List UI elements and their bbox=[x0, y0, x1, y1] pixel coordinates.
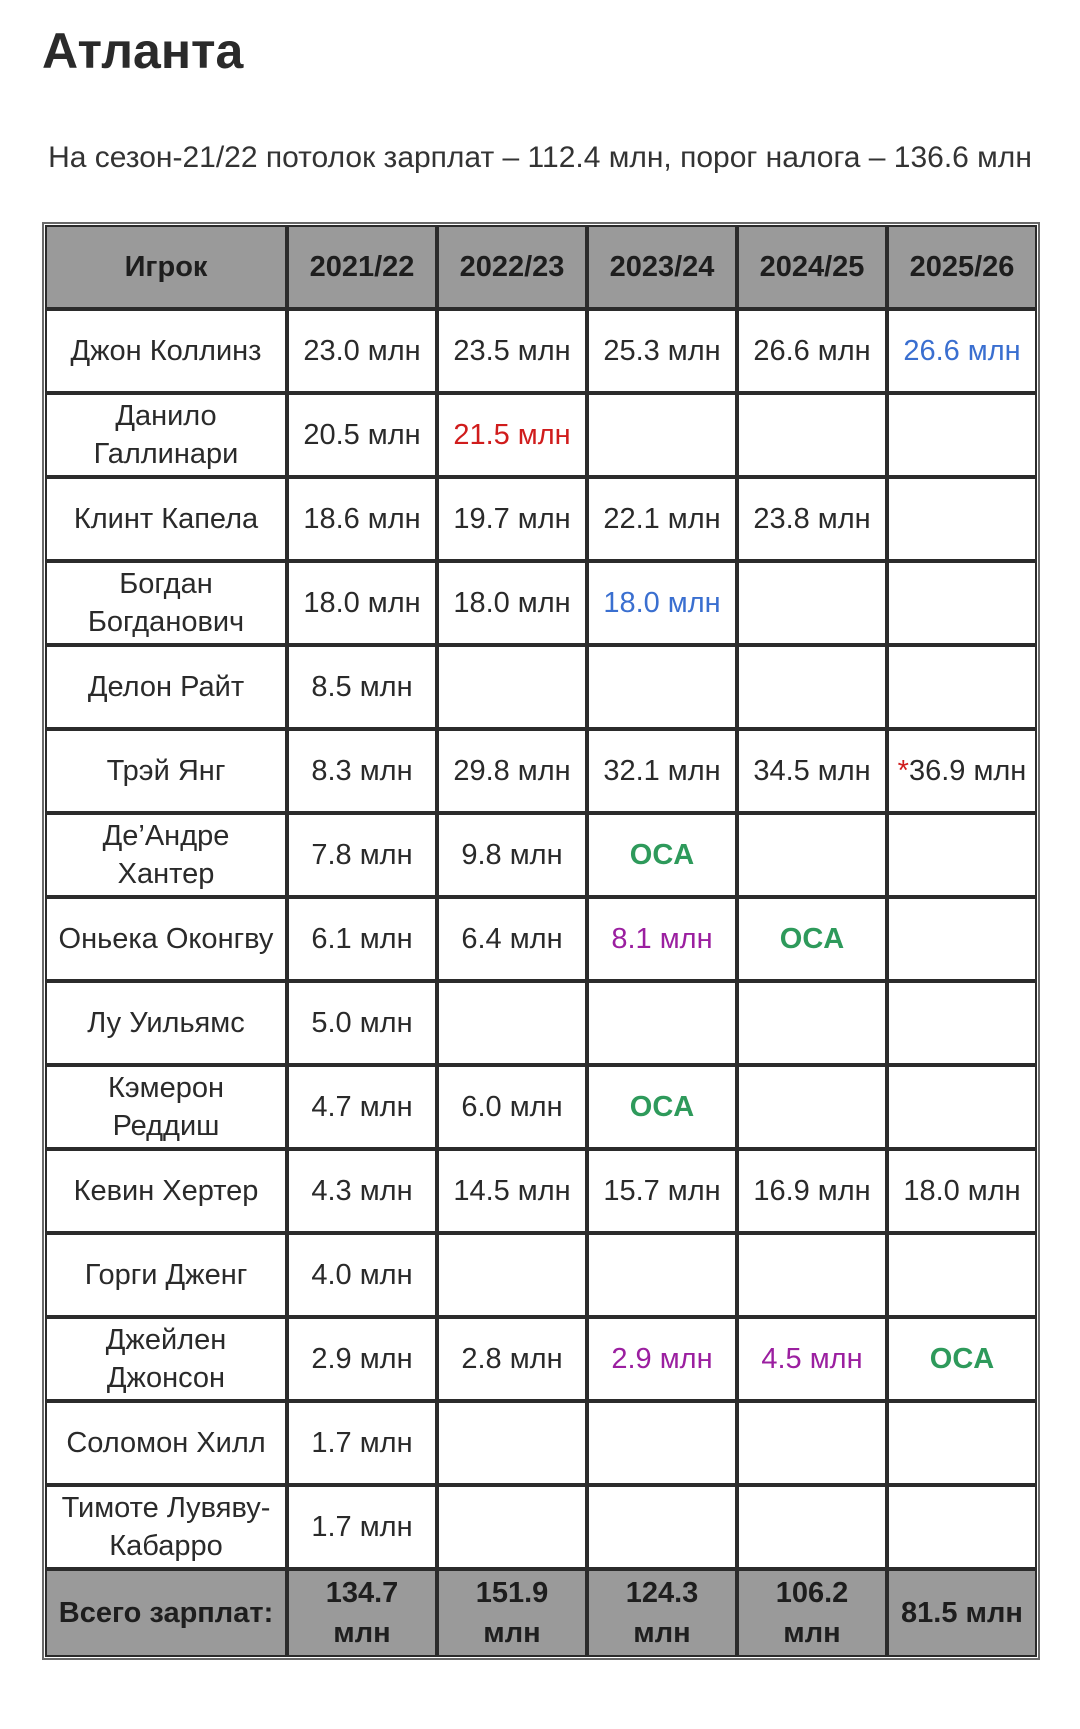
table-row bbox=[45, 729, 1037, 813]
player-name: Клинт Капела bbox=[45, 477, 287, 561]
salary-cell bbox=[437, 561, 587, 645]
salary-value: 29.8 млн bbox=[453, 755, 571, 787]
salary-cell bbox=[287, 561, 437, 645]
salary-cell bbox=[587, 729, 737, 813]
salary-cell bbox=[287, 729, 437, 813]
salary-cell bbox=[587, 1317, 737, 1401]
salary-value: 15.7 млн bbox=[603, 1175, 721, 1207]
salary-cell bbox=[287, 1485, 437, 1569]
salary-value: 14.5 млн bbox=[453, 1175, 571, 1207]
salary-cell bbox=[287, 477, 437, 561]
salary-cell bbox=[887, 729, 1037, 813]
player-name: Кевин Хертер bbox=[45, 1149, 287, 1233]
salary-cell bbox=[887, 1065, 1037, 1149]
table-row bbox=[45, 1317, 1037, 1401]
player-name: Де’Андре Хантер bbox=[45, 813, 287, 897]
totals-label: Всего зарплат: bbox=[45, 1569, 287, 1657]
table-row bbox=[45, 813, 1037, 897]
salary-value: 23.5 млн bbox=[453, 335, 571, 367]
salary-cell bbox=[887, 1317, 1037, 1401]
salary-value: 4.0 млн bbox=[311, 1259, 413, 1291]
salary-value: 18.6 млн bbox=[303, 503, 421, 535]
table-header-row bbox=[45, 225, 1037, 309]
salary-cell bbox=[287, 897, 437, 981]
salary-value: 6.0 млн bbox=[461, 1091, 563, 1123]
table-row bbox=[45, 393, 1037, 477]
column-header-season: 2024/25 bbox=[737, 225, 887, 309]
salary-cell bbox=[737, 1233, 887, 1317]
totals-row bbox=[45, 1569, 1037, 1657]
salary-cell bbox=[587, 393, 737, 477]
salary-cell bbox=[437, 1485, 587, 1569]
salary-cell bbox=[887, 309, 1037, 393]
player-name: Оньека Оконгву bbox=[45, 897, 287, 981]
salary-cell bbox=[887, 1149, 1037, 1233]
salary-cell bbox=[737, 897, 887, 981]
salary-cell bbox=[587, 981, 737, 1065]
salary-value: 8.5 млн bbox=[311, 671, 413, 703]
player-name: Данило Галлинари bbox=[45, 393, 287, 477]
salary-cell bbox=[437, 1317, 587, 1401]
salary-cell bbox=[437, 1149, 587, 1233]
salary-cell bbox=[887, 561, 1037, 645]
salary-value: OCA bbox=[629, 839, 695, 871]
salary-value: 21.5 млн bbox=[453, 419, 571, 451]
salary-value: OCA bbox=[629, 1091, 695, 1123]
salary-value: 1.7 млн bbox=[311, 1511, 413, 1543]
salary-cell bbox=[437, 981, 587, 1065]
salary-value: 4.5 млн bbox=[761, 1343, 863, 1375]
salary-cell bbox=[887, 897, 1037, 981]
asterisk-marker: * bbox=[897, 755, 909, 787]
salary-cell bbox=[287, 393, 437, 477]
salary-cell bbox=[587, 309, 737, 393]
salary-cell bbox=[287, 1317, 437, 1401]
salary-cell bbox=[437, 1233, 587, 1317]
salary-cell bbox=[587, 1485, 737, 1569]
salary-value: 4.3 млн bbox=[311, 1175, 413, 1207]
salary-value: 2.9 млн bbox=[611, 1343, 713, 1375]
salary-value: 23.8 млн bbox=[753, 503, 871, 535]
salary-cell bbox=[287, 1065, 437, 1149]
player-name: Горги Дженг bbox=[45, 1233, 287, 1317]
player-name: Богдан Богданович bbox=[45, 561, 287, 645]
salary-cell bbox=[287, 813, 437, 897]
salary-cell bbox=[587, 477, 737, 561]
salary-cell bbox=[737, 645, 887, 729]
salary-cell bbox=[737, 981, 887, 1065]
salary-cell bbox=[287, 1149, 437, 1233]
column-header-season: 2023/24 bbox=[587, 225, 737, 309]
salary-cell bbox=[437, 309, 587, 393]
salary-value: 5.0 млн bbox=[311, 1007, 413, 1039]
salary-cell bbox=[437, 645, 587, 729]
salary-value: 8.1 млн bbox=[611, 923, 713, 955]
salary-value: 6.1 млн bbox=[311, 923, 413, 955]
salary-value: 2.9 млн bbox=[311, 1343, 413, 1375]
salary-value: 18.0 млн bbox=[303, 587, 421, 619]
salary-value: OCA bbox=[779, 923, 845, 955]
column-header-season: 2025/26 bbox=[887, 225, 1037, 309]
salary-cell bbox=[287, 645, 437, 729]
salary-cell bbox=[737, 1317, 887, 1401]
total-value: 106.2 млн bbox=[737, 1569, 887, 1657]
player-name: Тимоте Лувяву-Кабарро bbox=[45, 1485, 287, 1569]
player-name: Джейлен Джонсон bbox=[45, 1317, 287, 1401]
table-row bbox=[45, 1065, 1037, 1149]
salary-cell bbox=[887, 1233, 1037, 1317]
salary-cell bbox=[587, 645, 737, 729]
table-row bbox=[45, 309, 1037, 393]
salary-cell bbox=[737, 561, 887, 645]
player-name: Лу Уильямс bbox=[45, 981, 287, 1065]
salary-cell bbox=[887, 1485, 1037, 1569]
salary-value: 32.1 млн bbox=[603, 755, 721, 787]
salary-cell bbox=[887, 1401, 1037, 1485]
salary-cell bbox=[437, 393, 587, 477]
salary-value: 36.9 млн bbox=[908, 755, 1027, 787]
salary-value: 1.7 млн bbox=[311, 1427, 413, 1459]
salary-cell bbox=[587, 1233, 737, 1317]
salary-cell bbox=[287, 981, 437, 1065]
salary-value: 18.0 млн bbox=[903, 1175, 1021, 1207]
salary-value: 20.5 млн bbox=[303, 419, 421, 451]
table-row bbox=[45, 981, 1037, 1065]
table-body bbox=[45, 309, 1037, 1569]
salary-value: 18.0 млн bbox=[453, 587, 571, 619]
salary-cell bbox=[737, 1065, 887, 1149]
salary-cell bbox=[737, 1401, 887, 1485]
table-row bbox=[45, 561, 1037, 645]
salary-cell bbox=[887, 981, 1037, 1065]
salary-cell bbox=[587, 1401, 737, 1485]
salary-value: 4.7 млн bbox=[311, 1091, 413, 1123]
column-header-season: 2022/23 bbox=[437, 225, 587, 309]
salary-cell bbox=[587, 1065, 737, 1149]
page-title: Атланта bbox=[42, 23, 244, 79]
salary-table bbox=[42, 222, 1040, 1660]
salary-cell bbox=[737, 393, 887, 477]
salary-cell bbox=[437, 477, 587, 561]
salary-value: 16.9 млн bbox=[753, 1175, 871, 1207]
salary-cell bbox=[587, 561, 737, 645]
salary-value: 34.5 млн bbox=[753, 755, 871, 787]
salary-cell bbox=[737, 1485, 887, 1569]
table-row bbox=[45, 477, 1037, 561]
total-value: 151.9 млн bbox=[437, 1569, 587, 1657]
salary-value: 26.6 млн bbox=[903, 335, 1021, 367]
table-row bbox=[45, 897, 1037, 981]
salary-value: 19.7 млн bbox=[453, 503, 571, 535]
salary-cell bbox=[737, 477, 887, 561]
salary-cell bbox=[737, 1149, 887, 1233]
salary-value: 9.8 млн bbox=[461, 839, 563, 871]
player-name: Соломон Хилл bbox=[45, 1401, 287, 1485]
salary-value: 18.0 млн bbox=[603, 587, 721, 619]
salary-cell bbox=[587, 897, 737, 981]
salary-cell bbox=[437, 813, 587, 897]
salary-cell bbox=[887, 477, 1037, 561]
salary-cell bbox=[737, 309, 887, 393]
table-row bbox=[45, 1401, 1037, 1485]
salary-value: 7.8 млн bbox=[311, 839, 413, 871]
salary-value: 25.3 млн bbox=[603, 335, 721, 367]
salary-value: OCA bbox=[929, 1343, 995, 1375]
salary-cell bbox=[887, 813, 1037, 897]
table-row bbox=[45, 1233, 1037, 1317]
salary-cell bbox=[287, 1233, 437, 1317]
salary-cell bbox=[437, 729, 587, 813]
table-row bbox=[45, 645, 1037, 729]
salary-cell bbox=[437, 1065, 587, 1149]
salary-cell bbox=[587, 1149, 737, 1233]
salary-cell bbox=[587, 813, 737, 897]
salary-value: 26.6 млн bbox=[753, 335, 871, 367]
table-caption: На сезон-21/22 потолок зарплат – 112.4 млн, порог налога – 136.6 млн bbox=[48, 141, 1032, 174]
column-header-player: Игрок bbox=[45, 225, 287, 309]
salary-cell bbox=[437, 1401, 587, 1485]
total-value: 124.3 млн bbox=[587, 1569, 737, 1657]
salary-cell bbox=[437, 897, 587, 981]
total-value: 81.5 млн bbox=[887, 1569, 1037, 1657]
salary-cell bbox=[737, 813, 887, 897]
column-header-season: 2021/22 bbox=[287, 225, 437, 309]
table-row bbox=[45, 1149, 1037, 1233]
salary-cell bbox=[287, 1401, 437, 1485]
player-name: Кэмерон Реддиш bbox=[45, 1065, 287, 1149]
salary-value: 22.1 млн bbox=[603, 503, 721, 535]
salary-value: 23.0 млн bbox=[303, 335, 421, 367]
total-value: 134.7 млн bbox=[287, 1569, 437, 1657]
salary-value: 2.8 млн bbox=[461, 1343, 563, 1375]
player-name: Трэй Янг bbox=[45, 729, 287, 813]
salary-cell bbox=[887, 645, 1037, 729]
player-name: Делон Райт bbox=[45, 645, 287, 729]
player-name: Джон Коллинз bbox=[45, 309, 287, 393]
table-row bbox=[45, 1485, 1037, 1569]
salary-cell bbox=[737, 729, 887, 813]
salary-value: 6.4 млн bbox=[461, 923, 563, 955]
salary-cell bbox=[887, 393, 1037, 477]
salary-value: 8.3 млн bbox=[311, 755, 413, 787]
salary-cell bbox=[287, 309, 437, 393]
